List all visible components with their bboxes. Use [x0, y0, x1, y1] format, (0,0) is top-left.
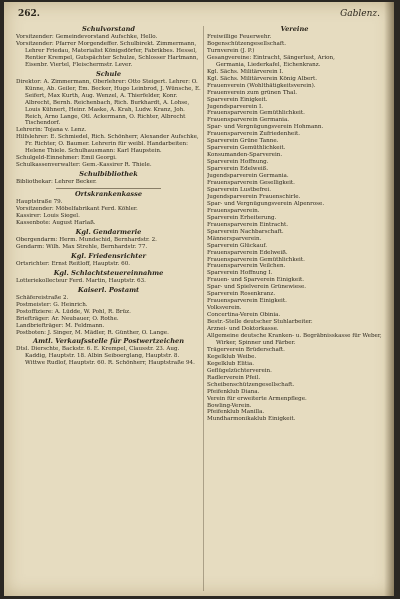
entry-line: Lotteriekollecteur Ferd. Martin, Hauptstr. 63.	[16, 277, 146, 284]
entry-line: Sparverein Hoffnung.	[207, 159, 269, 166]
section-heading: Amtl. Verkaufsstelle für Postwertzeichen	[32, 337, 185, 346]
entry-line: Frauensparverein Eintracht.	[207, 221, 288, 228]
entry-line: Sparverein Edelweiß.	[207, 166, 269, 173]
entry-line: Frauensparverein Einigkeit.	[207, 298, 287, 305]
entry-line: Kassenbote: August Harlaß.	[16, 219, 96, 226]
left-column	[16, 24, 201, 367]
section-heading: Schule	[95, 69, 122, 78]
entry-line: Allgemeine deutsche Kranken- u. Begräbnisskasse für Weber, Wirker, Spinner und Färber.	[207, 332, 382, 346]
entry-line: Kgl. Sächs. Militärverein König Albert.	[207, 75, 317, 82]
entry-line: Volksverein.	[207, 305, 242, 312]
entry-line: Bestr.-Stelle deutscher Stuhlarbeiter.	[207, 319, 313, 326]
entry-line: Sparverein Glückauf.	[207, 242, 268, 249]
entry-line: Dtsl. Dierschte, Backstr. 6. E. Krempel, Clausstr. 23. Aug. Kaddig, Hauptstr. 18. Albin Seiboerglang, Hauptstr. 8. Wittwe Rudlof, Hauptstr. 60. R. Schönherr, Hauptstraße 94.	[16, 346, 195, 367]
entry-line: Hauptstraße 79.	[16, 199, 63, 206]
entry-line: Kgl. Sächs. Militärverein I.	[207, 68, 284, 75]
entry-line: Frauen- und Sparverein Einigkeit.	[207, 277, 305, 284]
entry-line: Vorsitzender: Möbelfabrikant Ferd. Köhler.	[16, 206, 138, 213]
entry-line: Sparverein Einigkeit.	[207, 96, 268, 103]
entry-line: Konsumanden-Sparverein.	[207, 152, 283, 159]
running-head: Gablenz.	[340, 9, 380, 19]
entry-line: Briefträger: Ar. Neubauer, O. Rothe.	[16, 315, 119, 322]
entry-line: Radlerverein Pfeil.	[207, 374, 261, 381]
section-heading: Schulbibliothek	[79, 170, 138, 179]
section-heading: Kaiserl. Postamt	[77, 285, 140, 294]
page-number: 262.	[18, 9, 40, 19]
entry-line: Frauenverein zum grünen Thal.	[207, 89, 298, 96]
entry-line: Postmeister: G. Heinrich.	[16, 301, 88, 308]
entry-line: Kassirer: Louis Siegel.	[16, 213, 80, 220]
entry-line: Frauensparverein.	[207, 207, 260, 214]
entry-line: Gendarm: Wilh. Max Strehle, Bernhardstr. 77.	[16, 243, 148, 250]
entry-line: Kegelklub Elitia.	[207, 360, 254, 367]
entry-line: Freiwillige Feuerwehr.	[207, 34, 272, 40]
entry-line: Mundharmonikaklub Einigkeit.	[207, 416, 296, 423]
entry-line: Arznei- und Doktorkasse.	[207, 326, 279, 333]
entry-line: Obergendarm: Herm. Mundschid, Bernhardstr. 2.	[16, 236, 157, 243]
entry-line: Ortsrichter: Ernst Reitloff, Hauptstr. 60.	[16, 260, 131, 267]
entry-line: Verein für erweiterte Armenpflege.	[207, 395, 307, 402]
entry-line: Scheibenschützengesellschaft.	[207, 381, 295, 388]
entry-line: Postoffiziere: A. Lüdde, W. Pohl, R. Brüz.	[16, 308, 131, 315]
entry-line: Concertina-Verein Obinia.	[207, 312, 281, 319]
entry-line: Jugendsparverein Frauenschirle.	[207, 193, 301, 200]
entry-line: Landbriefträger: M. Feldmann.	[16, 322, 105, 329]
section-heading: Kgl. Gendarmerie	[75, 227, 142, 236]
entry-line: Sparverein Hoffnung I.	[207, 270, 273, 277]
entry-line: Hilfslehrer: E. Schmiedel, Rich. Schönherr, Alexander Aufschke, Fr. Richter, O. Baumer. Lehrerin für weibl. Handarbeiten: Helene Thiele. Schulhausmann: Karl Haupstein.	[16, 134, 199, 155]
entry-line: Bibliothekar: Lehrer Becker.	[16, 179, 97, 186]
entry-line: Postboten: J. Singer, M. Mädler, R. Günther, O. Lange.	[16, 329, 169, 336]
entry-line: Spar- und Vergnügungsverein Alpenrose.	[207, 200, 325, 207]
entry-line: Schulgeld-Einnehmer: Emil Georgi.	[16, 155, 117, 162]
section-heading: Vereine	[280, 25, 309, 33]
entry-line: Schäfereistraße 2.	[16, 294, 69, 301]
entry-line: Vorsitzender: Pfarrer Morgendeffer. Schulbirekt. Zimmermann, Lehrer Friedau, Materialist Königsdörfer, Fabrikbes. Hessel, Rentier Krempel, Gutspächter Schulze, Schlosser Hartmann, Eisenbr. Viertel, Fleischermstr. Lever.	[16, 40, 199, 68]
entry-line: Frauenverein (Wohlthätigkeitsverein).	[207, 82, 316, 89]
directory-page	[4, 2, 394, 596]
right-column	[207, 24, 382, 423]
entry-line: Sparverein Lustbefrei.	[207, 186, 271, 193]
entry-line: Geflügelzüchterverein.	[207, 367, 272, 374]
entry-line: Trägerverein Brüderschaft.	[207, 346, 285, 353]
entry-line: Männersparverein.	[207, 235, 262, 242]
section-heading: Kgl. Schlachtsteuereinnahme	[53, 268, 164, 277]
entry-line: Turnverein (J. P.)	[207, 47, 255, 54]
section-heading: Ortskrankenkasse	[74, 190, 143, 199]
section-heading: Kgl. Friedensrichter	[71, 251, 146, 260]
entry-line: Jugendsparverein Germania.	[207, 173, 289, 180]
entry-line: Bogenschützengesellschaft.	[207, 40, 286, 47]
entry-line: Spar- und Vergnügungsverein Hohmann.	[207, 124, 324, 131]
page-gutter-shadow	[384, 2, 394, 596]
entry-line: Schulkassenverwalter: Gem.-Kassirer R. Thiele.	[16, 162, 152, 169]
entry-line: Frauensparverein Germania.	[207, 117, 290, 124]
entry-line: Vorsitzender: Gemeindevorstand Aufschke, Hello.	[16, 34, 158, 40]
entry-line: Frauensparverein Veilchen.	[207, 263, 286, 270]
section-rule	[56, 188, 161, 189]
entry-line: Lehrerin: Tojana v. Lenz.	[16, 127, 87, 134]
entry-line: Jugendsparverein I.	[207, 103, 263, 110]
entry-line: Frauensparverein Zufriedenheit.	[207, 131, 301, 138]
entry-line: Germania, Liederkafel, Eichenkranz.	[216, 61, 321, 68]
entry-line: Frauensparverein Gemüthlichkeit.	[207, 110, 305, 117]
entry-line: Direktor: A. Zimmermann, Oberlehrer: Otto Steigert. Lehrer: O. Künne, Ab. Geiler, Em. Becker, Hugo Leinbrod, J. Wünsche, E. Seifert, Max Kurth, Aug. Wenzel, A. Thierfelder, Konr. Albrecht, Bernh. Reichenbach, Rich. Burkhardt, A. Lohse, Louis Kühnert, Heinr. Maske, A. Krah, Ludw. Kranz, Joh. Reich, Arno Lange, Otl. Ackermann, O. Richter, Albrecht Tischendorf.	[16, 78, 201, 127]
entry-line: Frauensparverein Gemüthlichkeit.	[207, 256, 305, 263]
entry-line: Frauensparverein Geselligkeit.	[207, 180, 295, 187]
entry-line: Pfeifenklub Manilla.	[207, 409, 265, 416]
entry-line: Sparverein Gemüthlichkeit.	[207, 145, 286, 152]
entry-line: Sparverein Grüne Tanne.	[207, 138, 279, 145]
page-header	[18, 9, 380, 21]
entry-line: Sparverein Nachbarschaft.	[207, 228, 284, 235]
entry-line: Bowling-Verein.	[207, 402, 252, 409]
section-heading: Schulvorstand	[81, 25, 135, 33]
entry-line: Pfeifenklub Diana.	[207, 388, 260, 395]
entry-line: Kegelklub Weibe.	[207, 353, 257, 360]
entry-line: Frauensparverein Edelweiß.	[207, 249, 288, 256]
entry-line: Spar- und Spielverein Grünewiese.	[207, 284, 307, 291]
entry-line: Sparverein Rosenkranz.	[207, 291, 276, 298]
entry-line: Sparverein Erheiterung.	[207, 214, 277, 221]
column-divider	[203, 26, 204, 591]
entry-line: Gesangvereine: Eintracht, Sängerlust, Arion,	[207, 54, 335, 61]
